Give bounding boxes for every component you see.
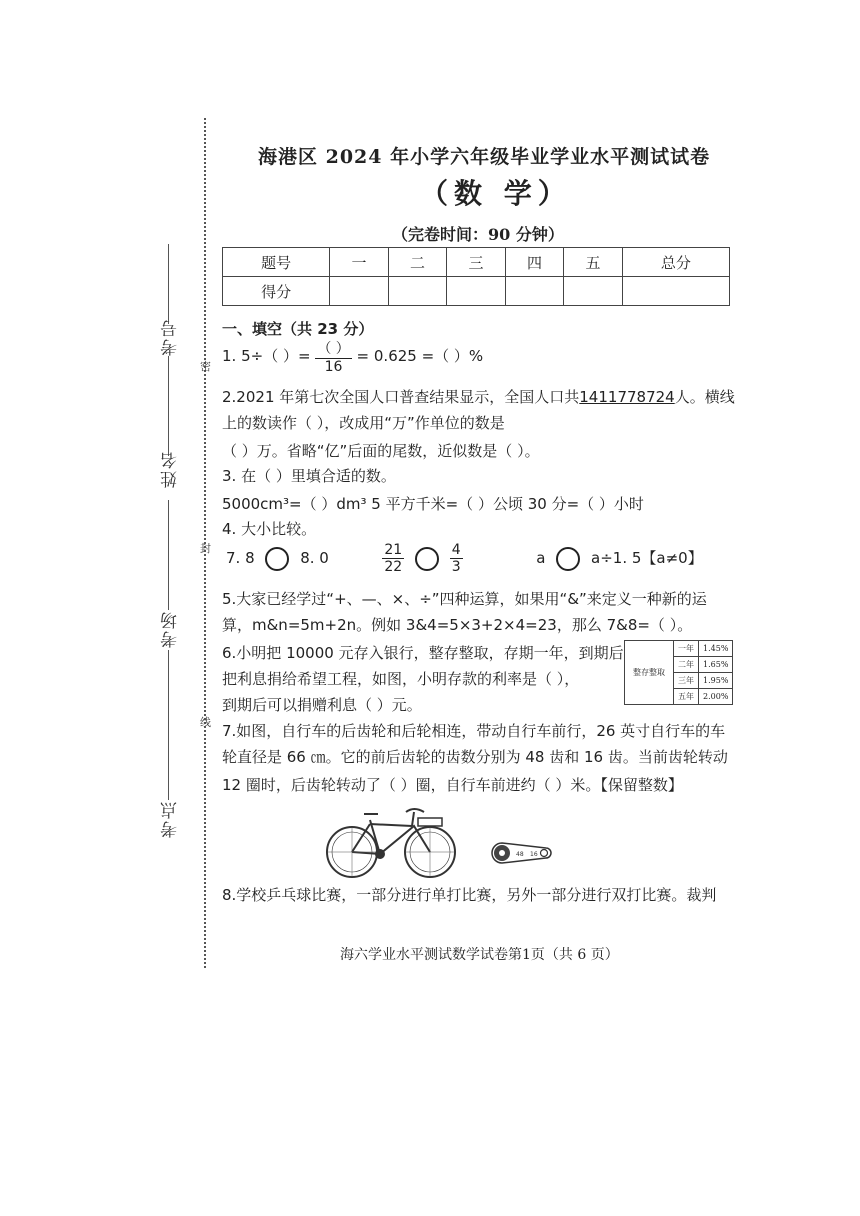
question-1 [222,338,483,375]
rate-period: 二年 [674,657,699,673]
table-row [625,641,733,657]
compare-a-right: 8. 0 [300,549,329,567]
question-2-line2: 上的数读作（ ），改成用“万”作单位的数是 [222,414,505,432]
section-heading: 一、填空（共 23 分） [222,320,374,338]
gear-chain-illustration [490,840,556,866]
table-cell: 题号 [223,248,330,277]
compare-circle[interactable] [265,547,289,571]
interest-rate-table [624,640,733,705]
rate-value: 1.95% [699,673,733,689]
question-6-line2: 把利息捐给希望工程，如图，小明存款的利率是（ ）， [222,670,580,688]
score-input-cell[interactable] [622,277,729,306]
table-cell: 二 [388,248,447,277]
score-input-cell[interactable] [330,277,389,306]
side-line [168,650,169,800]
table-cell: 三 [447,248,506,277]
rate-value: 1.65% [699,657,733,673]
question-4-line1: 4. 大小比较。 [222,520,317,538]
bicycle-illustration [322,800,462,882]
table-cell: 总分 [622,248,729,277]
table-cell: 四 [505,248,564,277]
fraction-denominator: 22 [384,559,403,575]
rate-period: 一年 [674,641,699,657]
fraction-denominator: 3 [451,559,461,575]
question-5-line2: 算，m&n=5m+2n。例如 3&4=5×3+2×4=23，那么 7&8=（ ）。 [222,616,693,634]
table-row [223,277,730,306]
score-input-cell[interactable] [388,277,447,306]
compare-circle[interactable] [415,547,439,571]
q2-population-number: 1411778724 [579,388,675,406]
exam-room-label: 考场 [161,610,181,648]
rate-value: 1.45% [699,641,733,657]
side-line [168,356,169,456]
table-cell: 一 [330,248,389,277]
q1-prefix: 1. 5÷（ ）= [222,347,311,365]
fraction-denominator: 16 [324,359,343,375]
question-8-line1: 8.学校乒乓球比赛，一部分进行单打比赛，另外一部分进行双打比赛。裁判 [222,886,717,904]
score-input-cell[interactable] [447,277,506,306]
score-table [222,247,730,306]
compare-c-right: a÷1. 5【a≠0】 [591,549,703,567]
question-6-line3: 到期后可以捐赠利息（ ）元。 [222,696,422,714]
question-3-line1: 3. 在（ ）里填合适的数。 [222,467,396,485]
fraction-numerator: （ ） [315,338,351,359]
rate-period: 五年 [674,689,699,705]
question-3-line2: 5000cm³=（ ）dm³ 5 平方千米=（ ）公顷 30 分=（ ）小时 [222,495,644,513]
question-7-line2: 轮直径是 66 ㎝。它的前后齿轮的齿数分别为 48 齿和 16 齿。当前齿轮转动 [222,748,728,766]
q1-fraction [315,338,351,375]
question-2-line3: （ ）万。省略“亿”后面的尾数，近似数是（ ）。 [222,442,540,460]
question-5-line1: 5.大家已经学过“+、—、×、÷”四种运算，如果用“&”来定义一种新的运 [222,590,707,608]
exam-time: （完卷时间：90 分钟） [392,225,564,244]
compare-fraction-right [450,542,463,575]
q2-text: 人。横线 [674,388,735,406]
side-line [168,244,169,324]
q1-suffix: = 0.625 =（ ）% [356,347,484,365]
compare-a-left: 7. 8 [226,549,255,567]
question-6-line1: 6.小明把 10000 元存入银行，整存整取，存期一年，到期后 [222,644,624,662]
rate-value: 2.00% [699,689,733,705]
question-2-line1 [222,386,735,407]
side-line [168,500,169,610]
page-footer: 海六学业水平测试数学试卷第1页（共 6 页） [340,947,619,963]
question-7-line3: 12 圈时，后齿轮转动了（ ）圈，自行车前进约（ ）米。【保留整数】 [222,776,683,794]
exam-subject: （数 学） [420,177,572,210]
compare-fraction-left [382,542,404,575]
fold-mark-xian: 线 [200,716,211,729]
fraction-numerator: 4 [451,542,461,558]
score-input-cell[interactable] [564,277,623,306]
rate-period: 三年 [674,673,699,689]
rate-table-label: 整存整取 [625,641,674,705]
fold-mark-mi: 密 [200,360,211,373]
rear-gear-teeth: 16 [530,851,538,858]
table-row [223,248,730,277]
fraction-numerator: 21 [384,542,403,558]
exam-site-label: 考点 [161,800,181,838]
q2-text: 2.2021 年第七次全国人口普查结果显示，全国人口共 [222,388,580,406]
name-label: 姓名 [161,450,181,488]
compare-circle[interactable] [556,547,580,571]
score-input-cell[interactable] [505,277,564,306]
question-4-compare [226,542,703,575]
compare-c-left: a [536,549,546,567]
exam-number-label: 考号 [161,318,181,356]
table-cell: 五 [564,248,623,277]
exam-title: 海港区 2024 年小学六年级毕业学业水平测试试卷 [258,146,711,168]
question-7-line1: 7.如图，自行车的后齿轮和后轮相连，带动自行车前行，26 英寸自行车的车 [222,722,726,740]
table-cell: 得分 [223,277,330,306]
front-gear-teeth: 48 [516,851,524,858]
fold-mark-feng: 封 [200,542,211,555]
